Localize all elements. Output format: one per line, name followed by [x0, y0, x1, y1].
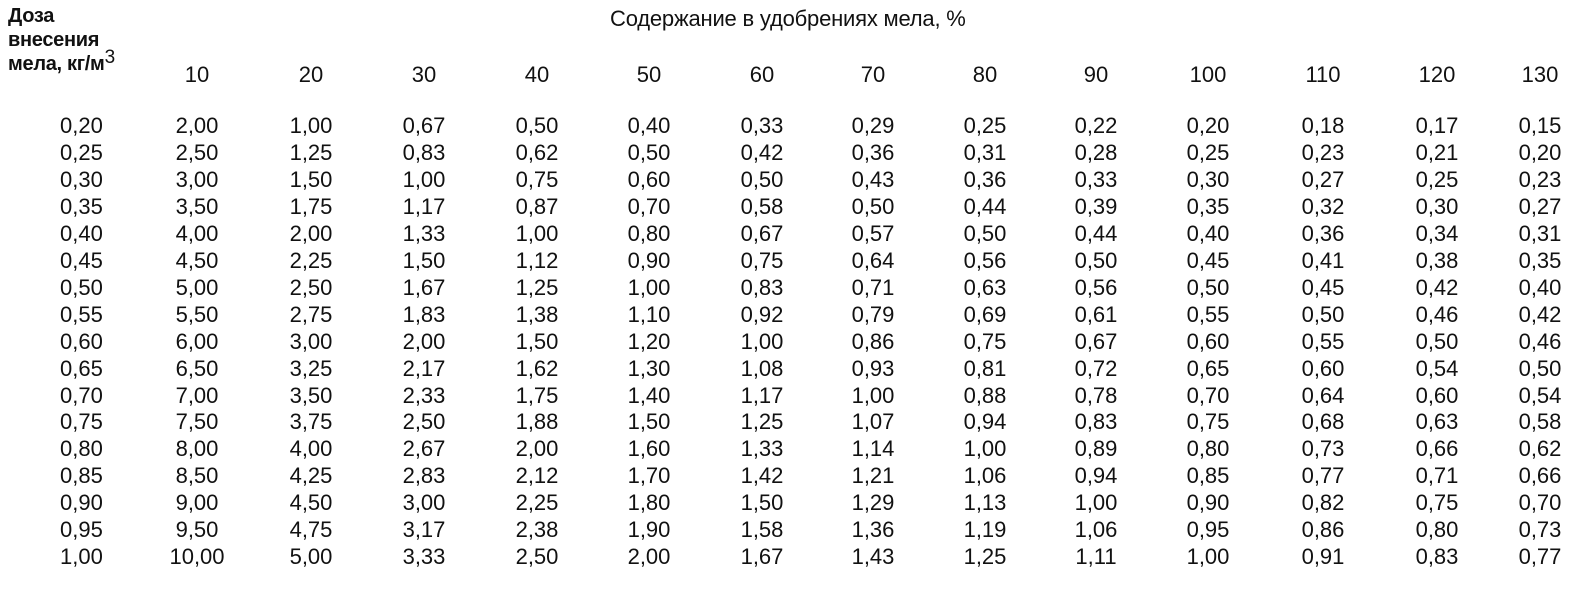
table-cell: 0,46 [1415, 302, 1459, 327]
table-cell: 0,69 [963, 302, 1007, 327]
table-cell: 6,00 [175, 329, 219, 354]
row-dose: 0,35 [60, 194, 103, 219]
table-cell: 1,75 [289, 194, 333, 219]
table-cell: 0,27 [1301, 167, 1345, 192]
table-cell: 0,91 [1301, 544, 1345, 569]
table-cell: 1,06 [1074, 517, 1118, 542]
table-cell: 1,12 [515, 248, 559, 273]
table-cell: 1,17 [740, 383, 784, 408]
table-cell: 0,18 [1301, 113, 1345, 138]
table-cell: 0,54 [1415, 356, 1459, 381]
table-cell: 0,41 [1301, 248, 1345, 273]
table-cell: 5,50 [175, 302, 219, 327]
table-cell: 0,43 [851, 167, 895, 192]
table-cell: 1,19 [963, 517, 1007, 542]
table-cell: 0,50 [1074, 248, 1118, 273]
column-header: 70 [860, 62, 886, 87]
table-cell: 0,50 [1518, 356, 1562, 381]
table-cell: 1,00 [627, 275, 671, 300]
dose-header-unit: мела, кг/м [8, 53, 105, 75]
table-cell: 1,50 [515, 329, 559, 354]
table-cell: 0,35 [1518, 248, 1562, 273]
table-cell: 0,50 [740, 167, 784, 192]
table-cell: 0,77 [1518, 544, 1562, 569]
table-cell: 1,70 [627, 463, 671, 488]
table-cell: 2,25 [289, 248, 333, 273]
table-cell: 0,40 [1518, 275, 1562, 300]
table-cell: 0,64 [1301, 383, 1345, 408]
table-cell: 1,17 [402, 194, 446, 219]
table-cell: 1,83 [402, 302, 446, 327]
table-cell: 1,50 [627, 409, 671, 434]
table-cell: 0,17 [1415, 113, 1459, 138]
column-header: 30 [411, 62, 437, 87]
row-dose: 0,80 [60, 436, 103, 461]
table-cell: 0,45 [1186, 248, 1230, 273]
table-cell: 0,67 [740, 221, 784, 246]
table-cell: 0,50 [1301, 302, 1345, 327]
table-cell: 2,00 [289, 221, 333, 246]
table-cell: 2,50 [515, 544, 559, 569]
column-header: 100 [1189, 62, 1227, 87]
table-cell: 0,40 [1186, 221, 1230, 246]
table-cell: 0,80 [1415, 517, 1459, 542]
table-cell: 5,00 [175, 275, 219, 300]
table-cell: 0,70 [627, 194, 671, 219]
table-cell: 0,75 [1415, 490, 1459, 515]
table-cell: 1,25 [963, 544, 1007, 569]
table-cell: 0,20 [1518, 140, 1562, 165]
table-cell: 1,50 [402, 248, 446, 273]
table-cell: 1,67 [402, 275, 446, 300]
table-cell: 2,12 [515, 463, 559, 488]
table-cell: 0,36 [1301, 221, 1345, 246]
table-cell: 4,50 [289, 490, 333, 515]
row-dose: 0,75 [60, 409, 103, 434]
table-cell: 0,78 [1074, 383, 1118, 408]
table-cell: 0,83 [402, 140, 446, 165]
table-cell: 0,60 [1186, 329, 1230, 354]
table-cell: 0,34 [1415, 221, 1459, 246]
table-cell: 0,73 [1518, 517, 1562, 542]
table-cell: 1,29 [851, 490, 895, 515]
table-cell: 2,83 [402, 463, 446, 488]
table-cell: 0,73 [1301, 436, 1345, 461]
table-cell: 0,75 [740, 248, 784, 273]
table-cell: 0,42 [1518, 302, 1562, 327]
table-cell: 0,15 [1518, 113, 1562, 138]
table-cell: 2,67 [402, 436, 446, 461]
table-cell: 0,85 [1186, 463, 1230, 488]
table-cell: 0,44 [963, 194, 1007, 219]
table-cell: 1,80 [627, 490, 671, 515]
table-cell: 0,55 [1301, 329, 1345, 354]
table-cell: 3,25 [289, 356, 333, 381]
table-cell: 0,92 [740, 302, 784, 327]
dose-header-line-2: внесения [8, 29, 100, 51]
table-cell: 0,30 [1415, 194, 1459, 219]
table-cell: 2,25 [515, 490, 559, 515]
row-dose: 0,65 [60, 356, 103, 381]
table-cell: 0,63 [1415, 409, 1459, 434]
table-cell: 9,00 [175, 490, 219, 515]
table-cell: 0,86 [1301, 517, 1345, 542]
table-cell: 0,25 [963, 113, 1007, 138]
table-cell: 2,17 [402, 356, 446, 381]
table-cell: 0,57 [851, 221, 895, 246]
table-cell: 1,33 [402, 221, 446, 246]
table-cell: 0,60 [1301, 356, 1345, 381]
row-dose: 0,90 [60, 490, 103, 515]
table-cell: 1,30 [627, 356, 671, 381]
table-cell: 0,68 [1301, 409, 1345, 434]
table-cell: 0,46 [1518, 329, 1562, 354]
table-cell: 0,75 [963, 329, 1007, 354]
table-cell: 1,58 [740, 517, 784, 542]
table-cell: 0,94 [1074, 463, 1118, 488]
table-cell: 3,50 [175, 194, 219, 219]
table-cell: 0,71 [1415, 463, 1459, 488]
row-dose: 0,50 [60, 275, 103, 300]
table-cell: 0,22 [1074, 113, 1118, 138]
table-cell: 2,75 [289, 302, 333, 327]
table-cell: 1,13 [963, 490, 1007, 515]
row-dose: 0,20 [60, 113, 103, 138]
table-cell: 0,83 [1074, 409, 1118, 434]
table-cell: 0,63 [963, 275, 1007, 300]
table-cell: 0,62 [1518, 436, 1562, 461]
table-cell: 0,83 [1415, 544, 1459, 569]
table-cell: 0,50 [627, 140, 671, 165]
table-cell: 1,11 [1075, 544, 1117, 569]
table-cell: 0,86 [851, 329, 895, 354]
table-cell: 2,33 [402, 383, 446, 408]
table-cell: 0,50 [851, 194, 895, 219]
table-cell: 0,58 [740, 194, 784, 219]
table-cell: 0,80 [1186, 436, 1230, 461]
table-cell: 1,62 [515, 356, 559, 381]
row-dose: 0,25 [60, 140, 103, 165]
table-cell: 0,28 [1074, 140, 1118, 165]
table-cell: 0,81 [963, 356, 1007, 381]
table-cell: 0,90 [627, 248, 671, 273]
column-header: 110 [1305, 62, 1341, 87]
table-cell: 1,33 [740, 436, 784, 461]
table-cell: 1,36 [851, 517, 895, 542]
table-cell: 0,38 [1415, 248, 1459, 273]
table-cell: 0,66 [1415, 436, 1459, 461]
table-cell: 3,33 [402, 544, 446, 569]
table-cell: 1,88 [515, 409, 559, 434]
table-cell: 0,30 [1186, 167, 1230, 192]
table-cell: 1,40 [627, 383, 671, 408]
table-cell: 0,27 [1518, 194, 1562, 219]
column-header: 40 [524, 62, 550, 87]
table-cell: 0,66 [1518, 463, 1562, 488]
table-cell: 0,75 [1186, 409, 1230, 434]
table-cell: 0,45 [1301, 275, 1345, 300]
table-cell: 0,31 [963, 140, 1007, 165]
table-cell: 4,75 [289, 517, 333, 542]
table-cell: 0,42 [740, 140, 784, 165]
table-cell: 1,00 [851, 383, 895, 408]
table-cell: 0,42 [1415, 275, 1459, 300]
table-cell: 0,33 [1074, 167, 1118, 192]
column-header: 80 [972, 62, 998, 87]
row-dose: 1,00 [60, 544, 103, 569]
column-header: 20 [298, 62, 324, 87]
table-cell: 0,61 [1074, 302, 1118, 327]
table-cell: 0,58 [1518, 409, 1562, 434]
table-cell: 1,00 [1074, 490, 1118, 515]
table-cell: 1,00 [740, 329, 784, 354]
table-cell: 4,25 [289, 463, 333, 488]
table-cell: 1,42 [740, 463, 784, 488]
table-cell: 2,38 [515, 517, 559, 542]
table-cell: 1,07 [851, 409, 895, 434]
table-cell: 0,62 [515, 140, 559, 165]
table-cell: 0,90 [1186, 490, 1230, 515]
table-cell: 1,21 [851, 463, 895, 488]
table-cell: 0,82 [1301, 490, 1345, 515]
table-cell: 0,36 [851, 140, 895, 165]
table-cell: 0,93 [851, 356, 895, 381]
table-cell: 0,50 [1186, 275, 1230, 300]
table-cell: 0,55 [1186, 302, 1230, 327]
table-cell: 0,64 [851, 248, 895, 273]
table-cell: 0,31 [1518, 221, 1562, 246]
column-header: 120 [1418, 62, 1456, 87]
table-cell: 1,00 [515, 221, 559, 246]
column-header: 60 [749, 62, 775, 87]
table-cell: 0,89 [1074, 436, 1118, 461]
table-cell: 0,44 [1074, 221, 1118, 246]
dose-header-line-3 [8, 47, 115, 76]
table-title: Содержание в удобрениях мела, % [610, 6, 966, 31]
table-cell: 0,56 [1074, 275, 1118, 300]
table-cell: 1,00 [1186, 544, 1230, 569]
table-cell: 0,79 [851, 302, 895, 327]
table-cell: 8,50 [175, 463, 219, 488]
table-cell: 0,39 [1074, 194, 1118, 219]
table-cell: 2,00 [515, 436, 559, 461]
table-cell: 10,00 [169, 544, 225, 569]
table-cell: 0,20 [1186, 113, 1230, 138]
table-cell: 1,25 [289, 140, 333, 165]
table-cell: 1,50 [289, 167, 333, 192]
column-header: 130 [1521, 62, 1559, 87]
table-cell: 4,00 [175, 221, 219, 246]
table-cell: 1,20 [627, 329, 671, 354]
column-header: 50 [636, 62, 662, 87]
row-dose: 0,85 [60, 463, 103, 488]
table-cell: 9,50 [175, 517, 219, 542]
row-dose: 0,95 [60, 517, 103, 542]
table-cell: 2,00 [175, 113, 219, 138]
table-cell: 0,21 [1415, 140, 1459, 165]
table-cell: 1,00 [402, 167, 446, 192]
table-cell: 1,38 [515, 302, 559, 327]
table-cell: 1,14 [851, 436, 895, 461]
table-cell: 0,67 [402, 113, 446, 138]
table-cell: 0,94 [963, 409, 1007, 434]
table-cell: 0,80 [627, 221, 671, 246]
table-cell: 2,00 [402, 329, 446, 354]
row-dose: 0,45 [60, 248, 103, 273]
table-cell: 1,08 [740, 356, 784, 381]
table-cell: 7,50 [175, 409, 219, 434]
table-cell: 0,70 [1186, 383, 1230, 408]
table-cell: 4,00 [289, 436, 333, 461]
dose-column-header [8, 4, 115, 76]
table-cell: 0,95 [1186, 517, 1230, 542]
table-cell: 8,00 [175, 436, 219, 461]
table-cell: 6,50 [175, 356, 219, 381]
table-cell: 0,65 [1186, 356, 1230, 381]
table-cell: 0,72 [1074, 356, 1118, 381]
table-cell: 0,25 [1415, 167, 1459, 192]
table-cell: 3,75 [289, 409, 333, 434]
table-cell: 0,33 [740, 113, 784, 138]
table-cell: 1,00 [963, 436, 1007, 461]
table-cell: 0,32 [1301, 194, 1345, 219]
table-cell: 0,35 [1186, 194, 1230, 219]
table-cell: 3,00 [175, 167, 219, 192]
table-cell: 0,88 [963, 383, 1007, 408]
table-cell: 7,00 [175, 383, 219, 408]
table-cell: 0,23 [1518, 167, 1562, 192]
table-cell: 1,00 [289, 113, 333, 138]
table-cell: 0,60 [627, 167, 671, 192]
table-cell: 1,50 [740, 490, 784, 515]
table-cell: 0,56 [963, 248, 1007, 273]
table-cell: 3,00 [289, 329, 333, 354]
table-cell: 5,00 [289, 544, 333, 569]
table-cell: 1,10 [627, 302, 671, 327]
row-dose: 0,70 [60, 383, 103, 408]
table-cell: 1,25 [515, 275, 559, 300]
table-cell: 1,90 [627, 517, 671, 542]
table-cell: 1,25 [740, 409, 784, 434]
table-cell: 2,50 [175, 140, 219, 165]
table-cell: 0,50 [1415, 329, 1459, 354]
table-cell: 0,75 [515, 167, 559, 192]
dose-header-line-1: Доза [8, 5, 55, 27]
table-cell: 3,50 [289, 383, 333, 408]
table-cell: 0,25 [1186, 140, 1230, 165]
table-cell: 4,50 [175, 248, 219, 273]
column-header: 10 [184, 62, 210, 87]
row-dose: 0,30 [60, 167, 103, 192]
table-cell: 1,06 [963, 463, 1007, 488]
table-cell: 0,83 [740, 275, 784, 300]
table-cell: 1,60 [627, 436, 671, 461]
table-cell: 0,71 [851, 275, 895, 300]
row-dose: 0,40 [60, 221, 103, 246]
table-cell: 0,60 [1415, 383, 1459, 408]
dose-header-unit-power: 3 [104, 47, 115, 68]
row-dose: 0,60 [60, 329, 103, 354]
table-cell: 3,00 [402, 490, 446, 515]
table-cell: 0,29 [851, 113, 895, 138]
table-cell: 0,40 [627, 113, 671, 138]
table-cell: 0,50 [515, 113, 559, 138]
table-cell: 0,54 [1518, 383, 1562, 408]
table-cell: 0,50 [963, 221, 1007, 246]
table-cell: 1,75 [515, 383, 559, 408]
table-cell: 2,50 [289, 275, 333, 300]
table-cell: 0,70 [1518, 490, 1562, 515]
table-cell: 2,50 [402, 409, 446, 434]
table-cell: 0,87 [515, 194, 559, 219]
table-cell: 2,00 [627, 544, 671, 569]
table-cell: 0,23 [1301, 140, 1345, 165]
column-header: 90 [1083, 62, 1109, 87]
table-cell: 0,67 [1074, 329, 1118, 354]
table-cell: 1,43 [851, 544, 895, 569]
table-cell: 0,36 [963, 167, 1007, 192]
table-cell: 3,17 [402, 517, 446, 542]
table-cell: 1,67 [740, 544, 784, 569]
table-cell: 0,77 [1301, 463, 1345, 488]
row-dose: 0,55 [60, 302, 103, 327]
